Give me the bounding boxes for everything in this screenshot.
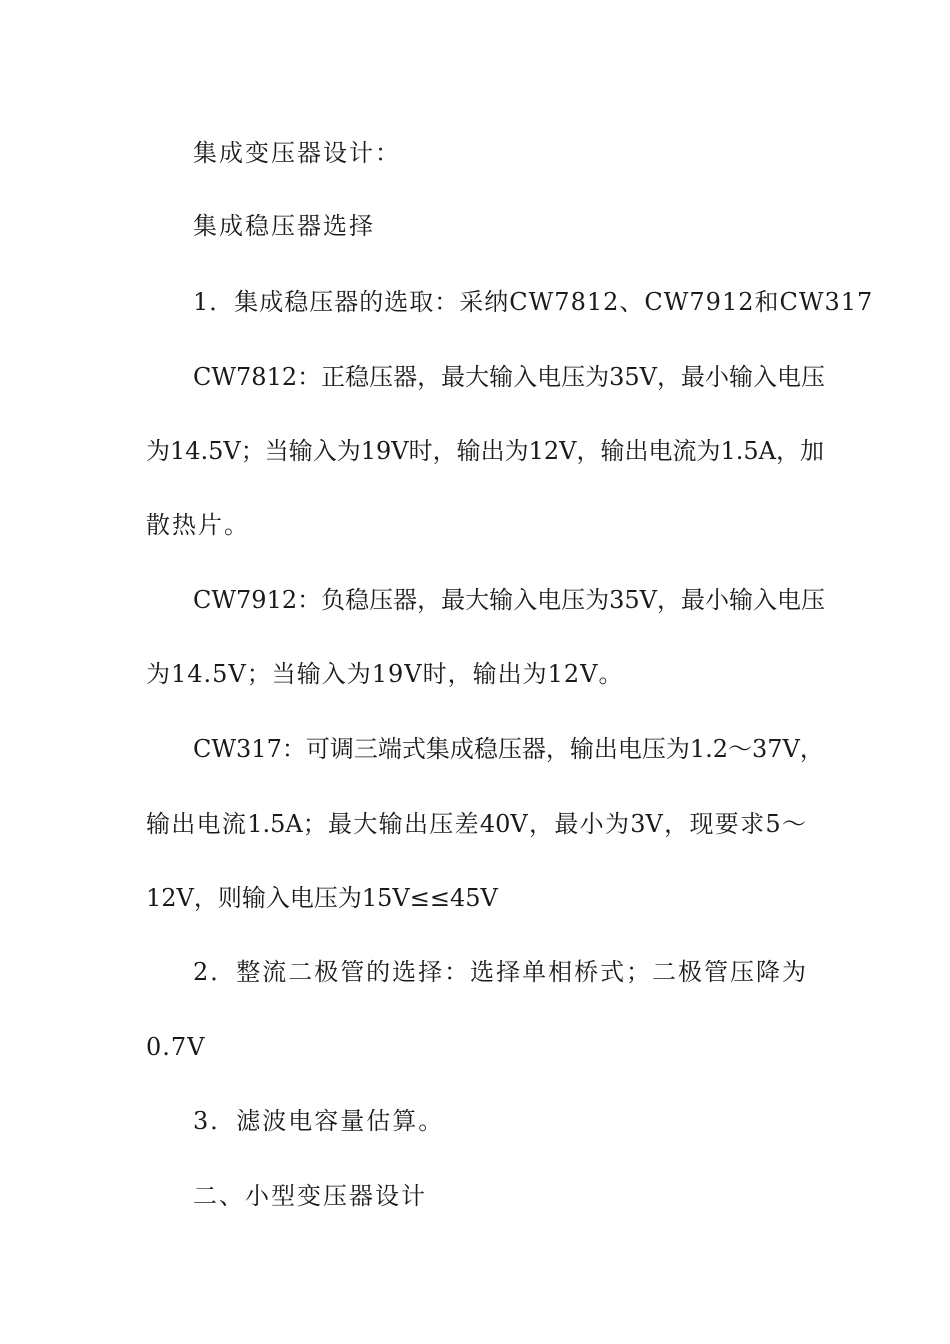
item-2-rectifier-line-2: 0.7V <box>146 1033 206 1061</box>
cw7812-line-3: 散热片。 <box>146 511 250 539</box>
cw317-line-2: 输出电流1.5A；最大输出压差40V，最小为3V，现要求5～ <box>146 810 806 838</box>
item-2-rectifier-line-1: 2．整流二极管的选择：选择单相桥式；二极管压降为 <box>193 958 806 986</box>
heading-integrated-transformer-design: 集成变压器设计： <box>193 139 401 167</box>
cw317-line-3: 12V，则输入电压为15V≤≤45V <box>146 884 498 912</box>
cw317-line-1: CW317：可调三端式集成稳压器，输出电压为1.2～37V， <box>193 735 824 763</box>
cw7912-line-1: CW7912：负稳压器，最大输入电压为35V，最小输入电压 <box>193 586 825 614</box>
item-3-filter-capacitance: 3．滤波电容量估算。 <box>193 1107 445 1135</box>
cw7912-line-2: 为14.5V；当输入为19V时，输出为12V。 <box>146 660 624 688</box>
cw7812-line-1: CW7812：正稳压器，最大输入电压为35V，最小输入电压 <box>193 363 825 391</box>
heading-small-transformer-design: 二、小型变压器设计 <box>193 1182 427 1210</box>
item-1-regulator-choice: 1．集成稳压器的选取：采纳CW7812、CW7912和CW317 <box>193 288 874 316</box>
heading-regulator-selection: 集成稳压器选择 <box>193 212 375 240</box>
cw7812-line-2: 为14.5V；当输入为19V时，输出为12V，输出电流为1.5A，加 <box>146 437 825 465</box>
